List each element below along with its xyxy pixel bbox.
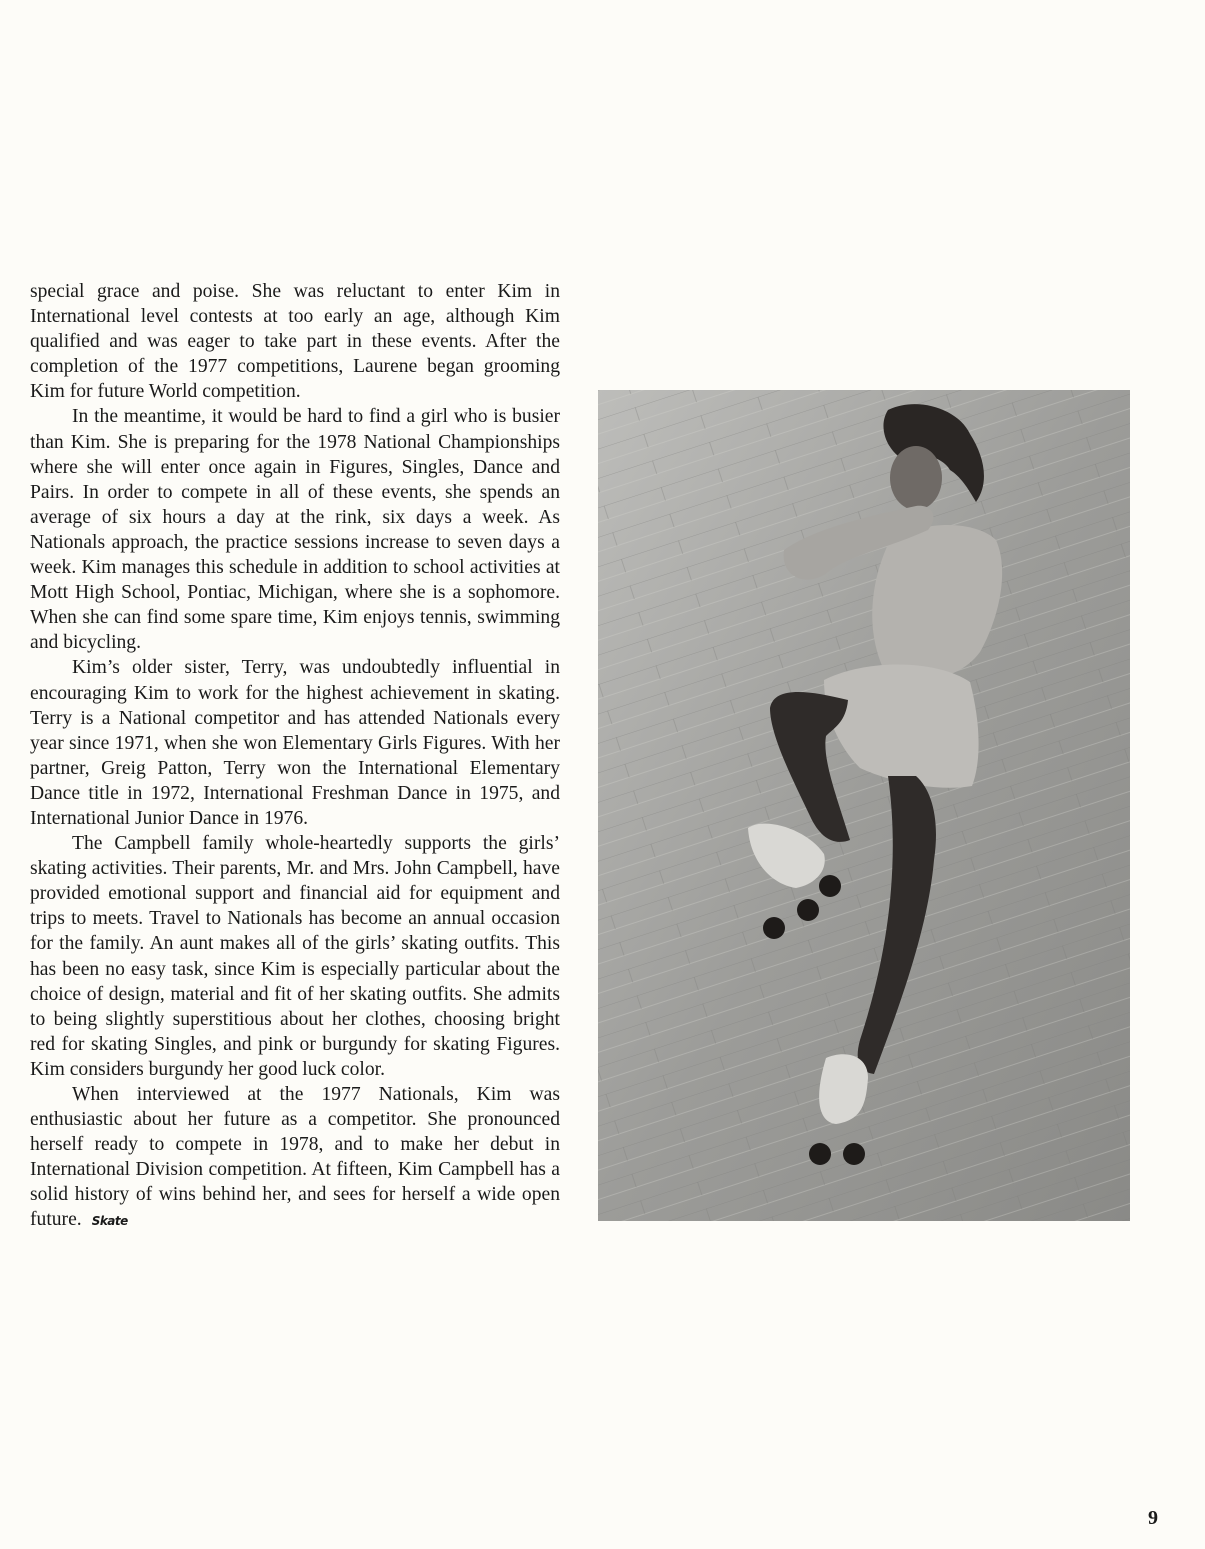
article-paragraph: special grace and poise. She was reluctant to enter Kim in International level contests at too early an age, although Kim qualified and was eager to take part in these events. After the completion of the 1977 competitions, Laurene began grooming Kim for future World competition. xyxy=(30,281,560,403)
article-paragraph: The Campbell family whole-heartedly supports the girls’ skating activities. Their parents, Mr. and Mrs. John Campbell, have provided emotional support and financial aid for equipment and trips to meets. Travel to Nationals has become an annual occasion for the family. An aunt makes all of the girls’ skating outfits. This has been no easy task, since Kim is especially particular about the choice of design, material and fit of her skating outfits. She admits to being slightly superstitious about her clothes, choosing bright red for skating Singles, and pink or burgundy for skating Figures. Kim considers burgundy her good luck color. xyxy=(30,833,560,1080)
article-column xyxy=(30,279,560,1235)
article-paragraph-last xyxy=(30,1082,560,1235)
end-mark-logo: Skate xyxy=(91,1214,128,1229)
skater-face xyxy=(890,446,942,510)
article-paragraph: In the meantime, it would be hard to find a girl who is busier than Kim. She is preparing for the 1978 National Championships where she will enter once again in Figures, Singles, Dance and Pairs. In order to compete in all of these events, she spends an average of six hours a day at the rink, six days a week. As Nationals approach, the practice sessions increase to seven days a week. Kim manages this schedule in addition to school activities at Mott High School, Pontiac, Michigan, where she is a sophomore. When she can find some spare time, Kim enjoys tennis, swimming and bicycling. xyxy=(30,406,560,654)
page-number: 9 xyxy=(1148,1507,1158,1529)
skater-photo xyxy=(598,390,1130,1221)
article-paragraph-text: When interviewed at the 1977 Nationals, Kim was enthusiastic about her future as a competitor. She pronounced herself ready to compete in 1978, and to make her debut in International Division competition. At fifteen, Kim Campbell has a solid history of wins behind her, and sees for herself a wide open future. xyxy=(30,1084,560,1231)
skater-illustration xyxy=(598,390,1130,1221)
article-paragraph: Kim’s older sister, Terry, was undoubtedly influential in encouraging Kim to work for the highest achievement in skating. Terry is a National competitor and has attended Nationals every year since 1971, when she won Elementary Girls Figures. With her partner, Greig Patton, Terry won the International Elementary Dance title in 1972, International Freshman Dance in 1975, and International Junior Dance in 1976. xyxy=(30,657,560,829)
